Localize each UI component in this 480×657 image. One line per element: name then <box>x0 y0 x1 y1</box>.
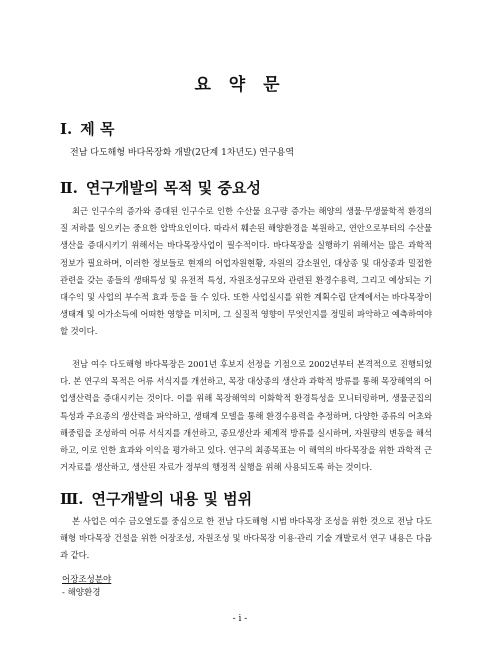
section-1-heading <box>60 118 114 139</box>
section-3-paragraph: 본 사업은 여수 금오열도를 중심으로 한 전남 다도해형 시범 바다목장 조성을 위한 것으로 전남 다도해형 바다목장 건설을 위한 어장조성, 자원조성 및 바다목장 이용·관리 기술 개발로서 연구 내용은 다음과 같다. <box>60 516 432 561</box>
section-2-paragraph-2: 전남 여수 다도해형 바다목장은 2001년 후보지 선정을 기점으로 2002년부터 본격적으로 진행되었다. 본 연구의 목적은 어류 서식지를 개선하고, 목장 대상종의 생산과 과학적 방류를 통해 목장해역의 어업생산력을 증대시키는 것이다. 이를 위해 목장해역의 이화학적 환경특성을 모니터링하며, 생물군집의 특성과 주요종의 생산력을 파악하고, 생태계 모델을 통해 환경수용력을 추정하며, 다양한 종류의 어초와 해중림을 조성하여 어류 서식지를 개선하고, 종묘생산과 체계적 방류를 실시하며, 자원량의 변동을 해석하고, 이로 인한 효과와 이익을 평가하고 있다. 연구의 최종목표는 이 해역의 바다목장을 위한 과학적 근거자료를 생산하고, 생산된 자료가 정부의 행정적 실행을 위해 사용되도록 하는 것이다. <box>60 359 432 473</box>
section-2-number: Ⅱ. <box>60 179 78 197</box>
page-number: - i - <box>232 614 248 624</box>
subsection-item: - 해양환경 <box>62 588 101 598</box>
project-title: 전남 다도해형 바다목장화 개발(2단계 1차년도) 연구용역 <box>70 148 295 158</box>
section-2-title: 연구개발의 목적 및 중요성 <box>85 179 261 197</box>
section-3-number: Ⅲ. <box>60 490 84 508</box>
subsection-label: 어장조성분야 <box>62 575 112 585</box>
section-2-heading <box>60 177 261 198</box>
page-title: 요 약 문 <box>194 75 286 95</box>
section-1-title: 제 목 <box>80 120 115 138</box>
section-3-title: 연구개발의 내용 및 범위 <box>91 490 253 508</box>
section-3-heading <box>60 488 252 509</box>
section-1-number: Ⅰ. <box>60 120 73 138</box>
section-2-paragraph-1: 최근 인구수의 증가와 증대된 인구수로 인한 수산물 요구량 증가는 해양의 생물·무생물학적 환경의 질 저하를 일으키는 중요한 압박요인이다. 따라서 훼손된 해양환경을 복원하고, 연안으로부터의 수산물 생산을 증대시키기 위해서는 바다목장사업이 필수적이다. 바다목장을 실행하기 위해서는 많은 과학적 정보가 필요하며, 이러한 정보들로 현재의 어업자원현황, 자원의 감소원인, 대상종 및 대상종과 밀접한 관련을 갖는 종들의 생태특성 및 유전적 특성, 자원조성규모와 관련된 환경수용력, 그리고 예상되는 기대수익 및 사업의 부수적 효과 등을 들 수 있다. 또한 사업실시를 위한 계획수립 단계에서는 바다목장이 생태계 및 어가소득에 어떠한 영향을 미치며, 그 실질적 영향이 무엇인지를 정밀히 파악하고 예측하여야 할 것이다. <box>60 206 432 337</box>
